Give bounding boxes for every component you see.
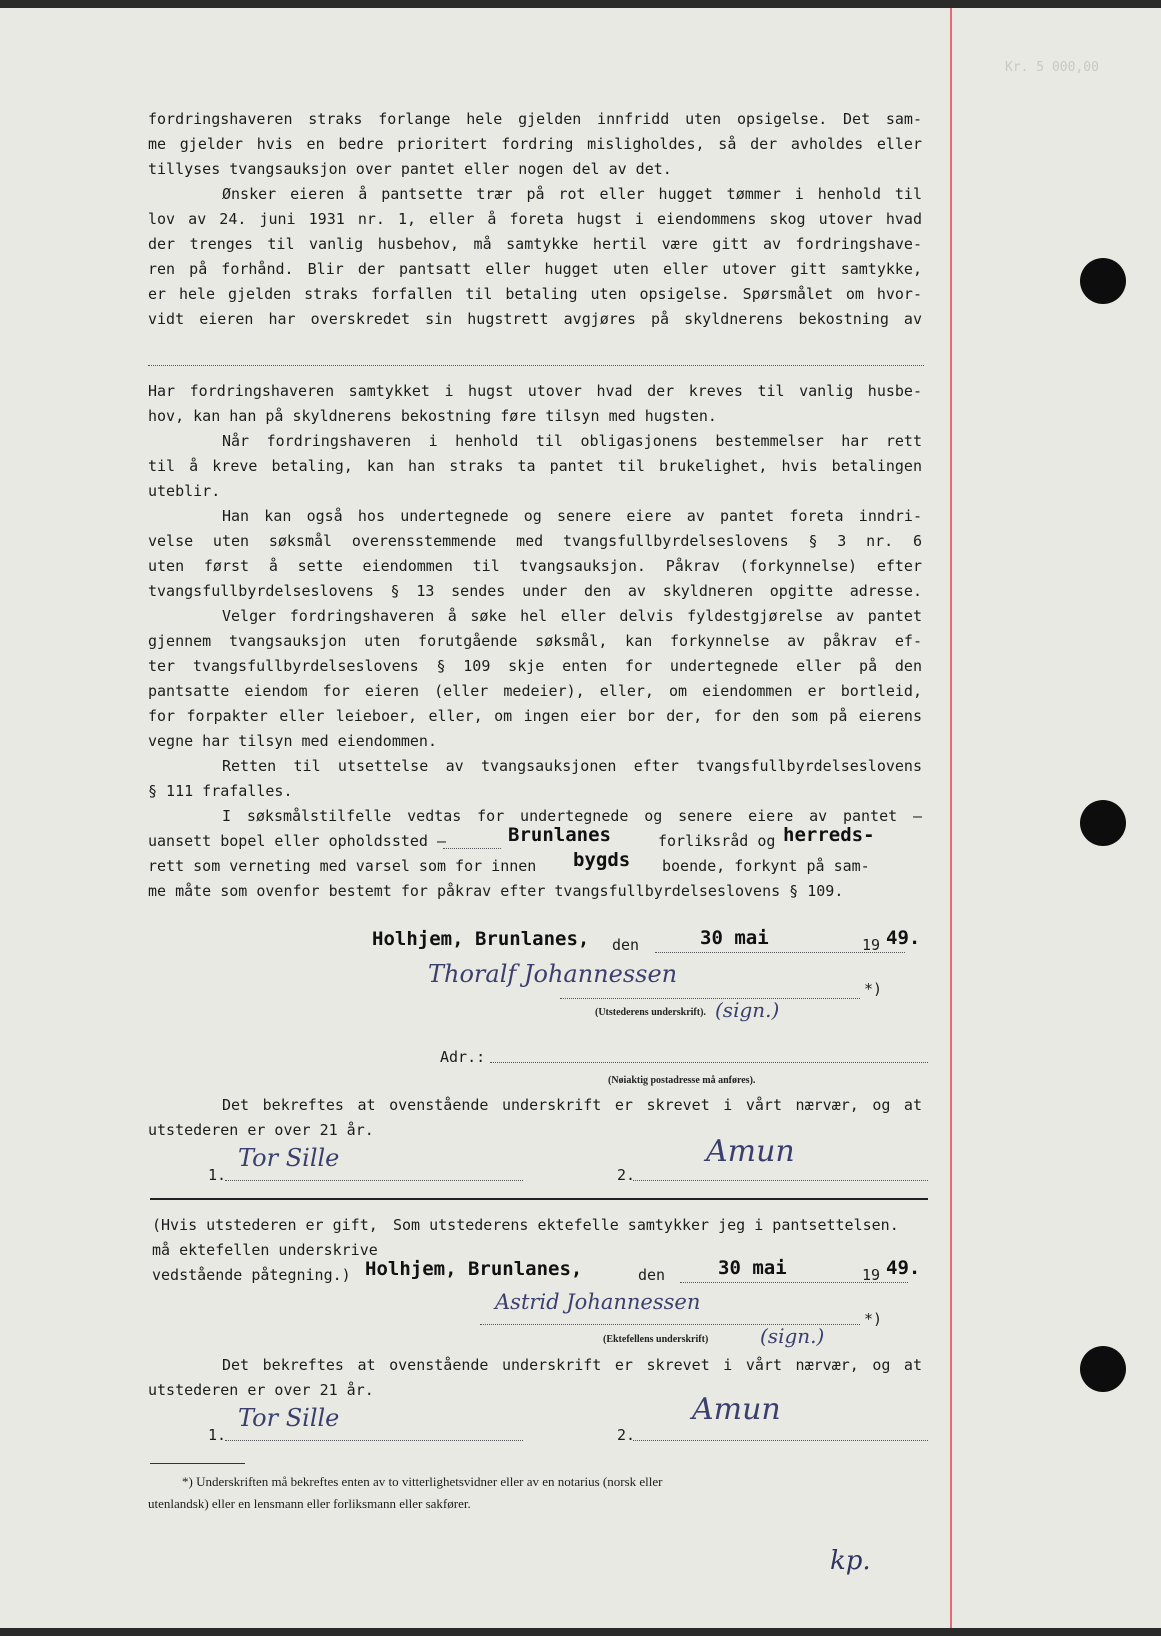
year-suffix: 49. [886, 927, 921, 949]
text-line: I søksmålstilfelle vedtas for undertegnede og senere eiere av pantet — [222, 807, 922, 825]
spouse-note: vedstående påtegning.) [152, 1266, 351, 1284]
text-line: me gjelder hvis en bedre prioritert fordring misligholdes, så der avholdes eller [148, 135, 922, 153]
text-line: ren på forhånd. Blir der pantsatt eller hugget uten eller utover gitt samtykke, [148, 260, 922, 278]
text-line: for forpakter eller leieboer, eller, om ingen eier bor der, for den som på eierens [148, 707, 922, 725]
year-prefix: 19 [862, 936, 881, 954]
text-line: hov, kan han på skyldnerens bekostning føre tilsyn med hugsten. [148, 407, 717, 425]
text-line: Han kan også hos undertegnede og senere eiere av pantet foreta inndri- [222, 507, 922, 525]
text-line: der trenges til vanlig husbehov, må samtykke hertil være gitt av fordringshave- [148, 235, 922, 253]
initials: kp. [830, 1546, 871, 1576]
text-line: lov av 24. juni 1931 nr. 1, eller å foreta hugst i eiendommens skog utover hvad [148, 210, 922, 228]
text-line: uten først å sette eiendommen til tvangsauksjon. Påkrav (forkynnelse) efter [148, 557, 922, 575]
signature-line [633, 1440, 928, 1441]
text-line: tillyses tvangsauksjon over pantet eller nogen del av det. [148, 160, 672, 178]
spouse-consent: Som utstederens ektefelle samtykker jeg i pantsettelsen. [393, 1216, 899, 1234]
footnote-text: utenlandsk) eller en lensmann eller forliksmann eller sakfører. [148, 1496, 471, 1511]
witness-number: 2. [617, 1426, 636, 1444]
text-line: rett som verneting med varsel som for innen [148, 857, 537, 875]
sign-mark: (sign.) [715, 998, 780, 1022]
text-line: § 111 frafalles. [148, 782, 293, 800]
red-margin-line [950, 8, 952, 1628]
text-line: uteblir. [148, 482, 221, 500]
footnote-text: *) Underskriften må bekreftes enten av to vitterlighetsvidner eller av en notarius (norsk eller [182, 1474, 663, 1489]
stamp-number: Kr. 5 000,00 [1005, 60, 1099, 75]
address-line [490, 1062, 928, 1063]
text-line: velse uten søksmål overensstemmende med tvangsfullbyrdelseslovens § 3 nr. 6 [148, 532, 922, 550]
date-den-label: den [612, 936, 640, 954]
text-line: tvangsfullbyrdelseslovens § 13 sendes under den av skyldneren opgitte adresse. [148, 582, 922, 600]
text-line: er hele gjelden straks forfallen til betaling uten opsigelse. Spørsmålet om hvor- [148, 285, 922, 303]
court-word: herreds- [783, 824, 875, 846]
text-line: Ønsker eieren å pantsette trær på rot eller hugget tømmer i henhold til [222, 185, 922, 203]
text-line: Når fordringshaveren i henhold til obligasjonens bestemmelser har rett [222, 432, 922, 450]
text-line: Det bekreftes at ovenstående underskrift er skrevet i vårt nærvær, og at [222, 1096, 922, 1114]
date-day-month: 30 mai [718, 1257, 787, 1279]
sign-mark: (sign.) [760, 1324, 825, 1348]
spouse-note: må ektefellen underskrive [152, 1241, 378, 1259]
witness-signature: Amun [692, 1392, 781, 1427]
text-line: gjennem tvangsauksjon uten forutgående søksmål, kan forkynnelse av påkrav ef- [148, 632, 922, 650]
text-line: forliksråd og [658, 832, 776, 850]
year-prefix: 19 [862, 1266, 881, 1284]
witness-number: 1. [208, 1166, 227, 1184]
address-label: Adr.: [440, 1048, 486, 1066]
text-line: vegne har tilsyn med eiendommen. [148, 732, 437, 750]
text-line: pantsatte eiendom for eieren (eller medeier), eller, om eiendommen er bortleid, [148, 682, 922, 700]
issuer-signature: Thoralf Johannessen [428, 960, 678, 988]
text-line: boende, forkynt på sam- [662, 857, 870, 875]
text-line: fordringshaveren straks forlange hele gjelden innfridd uten opsigelse. Det sam- [148, 110, 922, 128]
witness-signature: Tor Sille [238, 1404, 340, 1432]
date-day-month: 30 mai [700, 927, 769, 949]
witness-signature: Amun [706, 1134, 795, 1169]
section-divider [150, 1198, 928, 1200]
place-name: Holhjem, Brunlanes, [365, 1258, 583, 1280]
document-page [0, 8, 1161, 1628]
text-line: me måte som ovenfor bestemt for påkrav efter tvangsfullbyrdelseslovens § 109. [148, 882, 844, 900]
text-line: Har fordringshaveren samtykket i hugst utover hvad der kreves til vanlig husbe- [148, 382, 922, 400]
witness-number: 2. [617, 1166, 636, 1184]
text-line: utstederen er over 21 år. [148, 1121, 374, 1139]
dotted-fill-line [148, 365, 924, 366]
footnote-mark: *) [864, 1310, 883, 1328]
footnote-rule [150, 1463, 245, 1464]
text-line: Det bekreftes at ovenstående underskrift er skrevet i vårt nærvær, og at [222, 1356, 922, 1374]
text-line: til å kreve betaling, kan han straks ta pantet til brukelighet, hvis betalingen [148, 457, 922, 475]
spouse-note: (Hvis utstederen er gift, [152, 1216, 378, 1234]
signature-line [225, 1180, 523, 1181]
text-line: vidt eieren har overskredet sin hugstrett avgjøres på skyldnerens bekostning av [148, 310, 922, 328]
signature-line [560, 998, 860, 999]
punch-hole-icon [1080, 800, 1126, 846]
place-name: Holhjem, Brunlanes, [372, 928, 590, 950]
venue-name: Brunlanes [508, 824, 611, 846]
witness-signature: Tor Sille [238, 1144, 340, 1172]
signature-line [225, 1440, 523, 1441]
text-line: Retten til utsettelse av tvangsauksjonen efter tvangsfullbyrdelseslovens [222, 757, 922, 775]
spouse-signature: Astrid Johannessen [495, 1290, 701, 1314]
dotted-fill-line [443, 848, 501, 849]
text-line: Velger fordringshaveren å søke hel eller delvis fyldestgjørelse av pantet [222, 607, 922, 625]
witness-number: 1. [208, 1426, 227, 1444]
address-caption: (Nøiaktig postadresse må anføres). [608, 1075, 756, 1086]
signature-line [633, 1180, 928, 1181]
text-line: uansett bopel eller opholdssted — [148, 832, 447, 850]
signature-caption: (Ektefellens underskrift) [603, 1334, 709, 1345]
year-suffix: 49. [886, 1257, 921, 1279]
punch-hole-icon [1080, 1346, 1126, 1392]
text-line: utstederen er over 21 år. [148, 1381, 374, 1399]
footnote-mark: *) [864, 980, 883, 998]
signature-caption: (Utstederens underskrift). [595, 1007, 706, 1018]
bygds-word: bygds [573, 849, 631, 871]
text-line: ter tvangsfullbyrdelseslovens § 109 skje enten for undertegnede eller på den [148, 657, 922, 675]
punch-hole-icon [1080, 258, 1126, 304]
date-den-label: den [638, 1266, 666, 1284]
